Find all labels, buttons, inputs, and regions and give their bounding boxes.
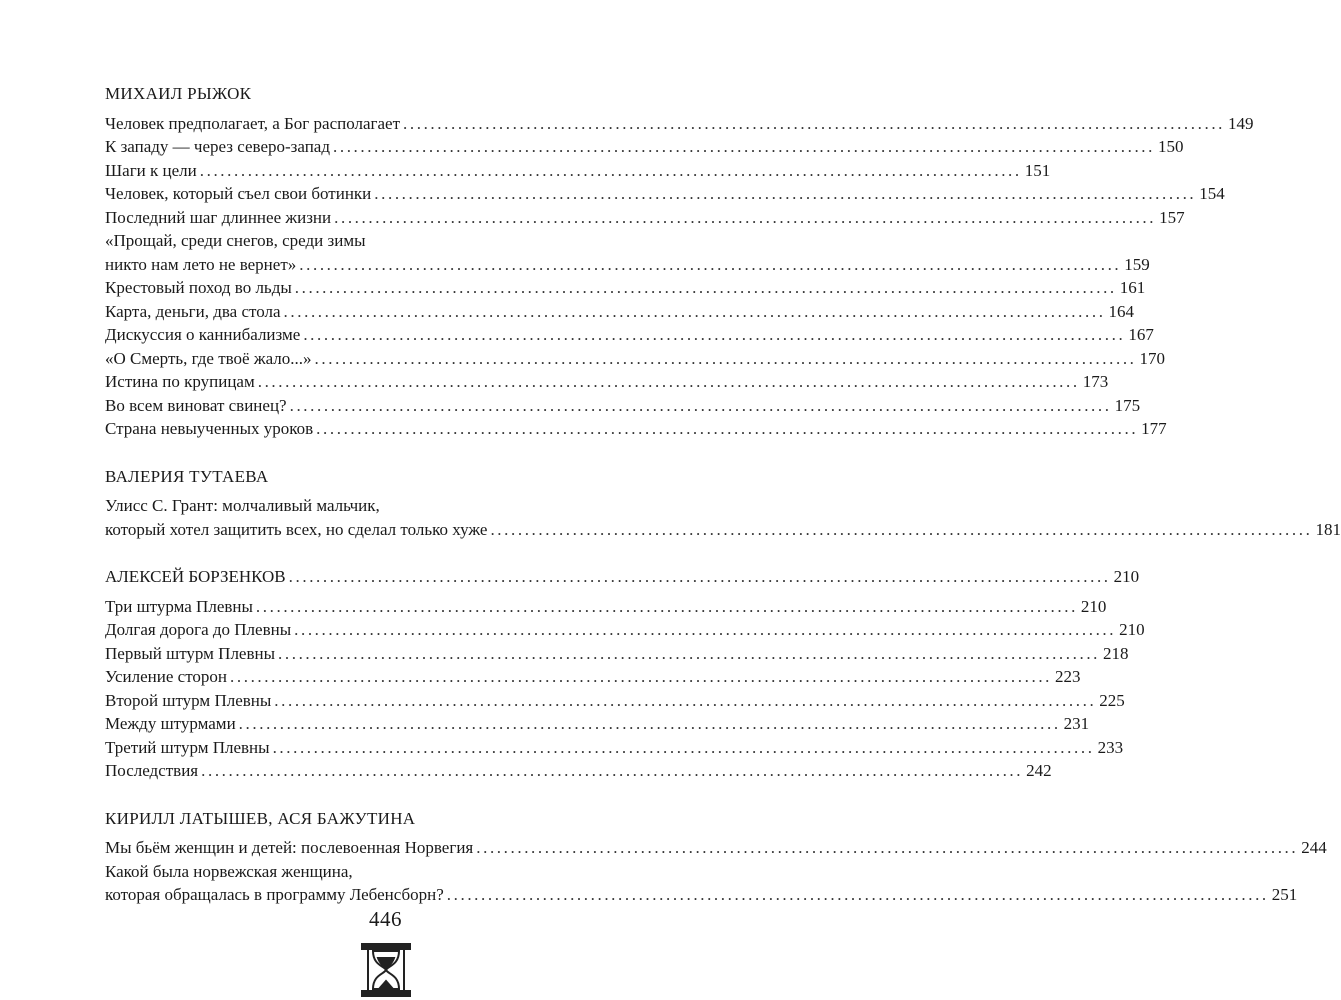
entry-title-line: Какой была норвежская женщина, [105,861,353,881]
entry-title: Второй штурм Плевны [105,690,272,710]
toc-entry[interactable] [105,642,1129,666]
leader-dots: ........................................................................................................................ [199,160,1022,180]
entry-title: Между штурмами [105,714,236,733]
page-ref: 210 [1119,620,1145,639]
toc-entry[interactable] [105,229,1150,276]
entry-title: Мы бьём женщин и детей: послевоенная Норвегия [105,838,474,857]
toc-entry[interactable] [105,417,1167,441]
page-ref: 161 [1119,278,1146,297]
toc-entry[interactable] [105,595,1107,619]
toc-entry[interactable] [105,759,1052,783]
entry-title: К западу — через северо-запад [105,137,330,156]
page-ref: 244 [1301,838,1327,857]
entry-title: Крестовый поход во льды [105,278,292,297]
toc-entry[interactable] [105,712,1090,736]
entry-title: Истина по крупицам [105,372,255,391]
table-of-contents [105,82,1341,931]
leader-dots: ........................................................................................................................ [294,620,1117,639]
toc-section [105,465,1341,542]
entry-title: Человек, который съел свои ботинки [105,184,372,203]
page-ref: 210 [1080,596,1107,616]
toc-section [105,565,1145,783]
page-ref: 231 [1063,714,1090,733]
page-ref: 251 [1271,885,1298,904]
toc-entry[interactable] [105,159,1051,183]
leader-dots: ........................................................................................................................ [238,714,1061,733]
toc-entry[interactable] [105,182,1225,206]
leader-dots: ........................................................................................................................ [303,325,1126,344]
page-ref: 173 [1082,372,1109,391]
toc-section [105,807,1327,907]
toc-entry[interactable] [105,689,1125,713]
entry-title-line: Улисс С. Грант: молчаливый мальчик, [105,496,380,515]
entry-title: Долгая дорога до Плевны [105,620,292,639]
leader-dots: ........................................................................................................................ [403,113,1226,133]
leader-dots: ........................................................................................................................ [446,885,1269,904]
leader-dots: ........................................................................................................................ [289,395,1112,415]
author-row [105,565,1140,589]
toc-entry[interactable] [105,276,1146,300]
entry-title-line: «Прощай, среди снегов, среди зимы [105,231,366,250]
leader-dots: ........................................................................................................................ [294,278,1117,297]
entry-title: Человек предполагает, а Бог располагает [105,113,401,133]
page-ref: 242 [1026,761,1052,780]
toc-entry[interactable] [105,135,1184,159]
toc-entry[interactable] [105,618,1145,642]
entry-title: «О Смерть, где твоё жало...» [105,348,312,368]
toc-entry[interactable] [105,347,1166,371]
toc-entry[interactable] [105,370,1109,394]
entry-title: Шаги к цели [105,160,197,180]
leader-dots: ........................................................................................................................ [257,372,1080,391]
leader-dots: ........................................................................................................................ [278,643,1101,663]
toc-entry[interactable] [105,394,1141,418]
leader-dots: ........................................................................................................................ [230,667,1053,686]
entry-title: Во всем виноват свинец? [105,395,287,415]
page-ref: 210 [1113,567,1140,586]
leader-dots: ........................................................................................................................ [333,137,1155,156]
author-name: ВАЛЕРИЯ ТУТАЕВА [105,466,269,486]
entry-title: никто нам лето не вернет» [105,254,297,274]
entry-title: Первый штурм Плевны [105,643,276,663]
page-number: 446 [369,907,402,931]
leader-dots: ........................................................................................................................ [316,419,1139,438]
page-ref: 150 [1158,137,1184,156]
toc-entry[interactable] [105,665,1081,689]
toc-entry[interactable] [105,494,1341,541]
leader-dots: ........................................................................................................................ [283,301,1106,321]
entry-title: Усиление сторон [105,667,228,686]
leader-dots: ........................................................................................................................ [314,348,1137,368]
leader-dots: ........................................................................................................................ [374,184,1197,203]
entry-title: Последний шаг длиннее жизни [105,207,332,227]
page-ref: 225 [1099,690,1125,710]
page-ref: 170 [1139,348,1166,368]
entry-title: Третий штурм Плевны [105,737,270,757]
entry-title: Три штурма Плевны [105,596,253,616]
toc-section [105,82,1254,441]
entry-title: Дискуссия о каннибализме [105,325,301,344]
leader-dots: ........................................................................................................................ [334,207,1157,227]
page-ref: 151 [1024,160,1051,180]
page-ref: 159 [1124,254,1150,274]
page-ref: 149 [1228,113,1254,133]
leader-dots: ........................................................................................................................ [490,519,1313,539]
leader-dots: ........................................................................................................................ [288,567,1111,586]
entry-title: Последствия [105,761,199,780]
toc-entry[interactable] [105,323,1154,347]
toc-entry[interactable] [105,736,1124,760]
author-name: АЛЕКСЕЙ БОРЗЕНКОВ [105,567,286,586]
page-ref: 223 [1055,667,1081,686]
page-ref: 181 [1315,519,1341,539]
toc-entry[interactable] [105,836,1327,860]
leader-dots: ........................................................................................................................ [299,254,1122,274]
page-ref: 157 [1159,207,1185,227]
leader-dots: ........................................................................................................................ [476,838,1299,857]
leader-dots: ........................................................................................................................ [255,596,1078,616]
leader-dots: ........................................................................................................................ [272,737,1095,757]
toc-entry[interactable] [105,300,1135,324]
leader-dots: ........................................................................................................................ [274,690,1097,710]
entry-title: Карта, деньги, два стола [105,301,281,321]
page-ref: 177 [1141,419,1167,438]
entry-title: Страна невыученных уроков [105,419,314,438]
leader-dots: ........................................................................................................................ [201,761,1024,780]
toc-entry[interactable] [105,860,1298,907]
author-name: МИХАИЛ РЫЖОК [105,84,252,103]
toc-entry[interactable] [105,206,1185,230]
page-ref: 175 [1114,395,1141,415]
entry-title: который хотел защитить всех, но сделал только хуже [105,519,488,539]
author-name: КИРИЛЛ ЛАТЫШЕВ, АСЯ БАЖУТИНА [105,808,416,828]
page-ref: 218 [1103,643,1129,663]
page-ref: 233 [1097,737,1124,757]
entry-title: которая обращалась в программу Лебенсборн? [105,885,444,904]
page-ref: 164 [1108,301,1135,321]
page-ref: 167 [1128,325,1154,344]
hourglass-icon [356,940,416,1000]
toc-entry[interactable] [105,112,1254,136]
page-ref: 154 [1199,184,1225,203]
